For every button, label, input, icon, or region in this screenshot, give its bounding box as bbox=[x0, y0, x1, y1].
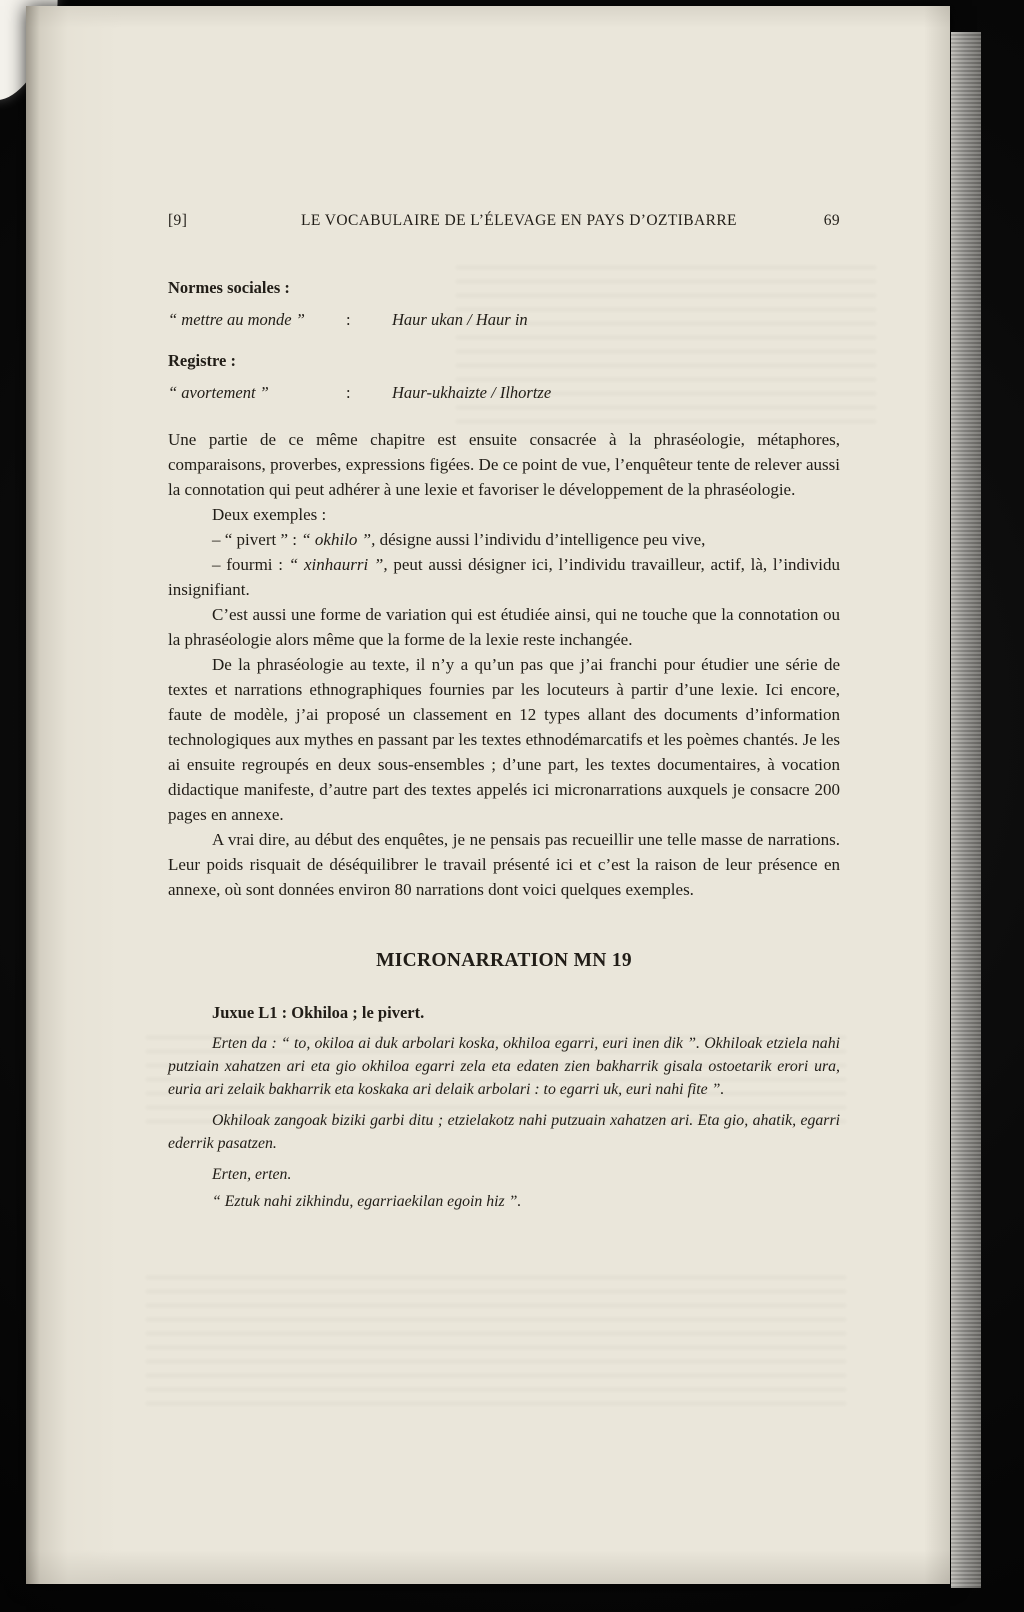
paragraph-phraseologie: De la phraséologie au texte, il n’y a qu’un pas que j’ai franchi pour étudier une série de textes et narrations ethnographiques fournies par les locuteurs à partir d’une lexie. Ici encore, faute de modèle, j’ai proposé un classement en 12 types allant des documents d’information technologiques aux mythes en passant par les textes ethnodémarcatifs et les poèmes chantés. Je les ai ensuite regroupés en deux sous-ensembles ; d’une part, les textes documentaires, à vocation didactique manifeste, d’autre part des textes appelés ici micronarrations auxquels je consacre 200 pages en annexe. bbox=[168, 655, 840, 824]
entry-label-registre: Registre : bbox=[168, 351, 236, 370]
micronarration-paragraph-3: Erten, erten. bbox=[212, 1166, 292, 1183]
entry-colon: : bbox=[346, 310, 351, 329]
book-page-edges bbox=[951, 32, 981, 1588]
book-page bbox=[26, 6, 950, 1584]
entry-label-normes: Normes sociales : bbox=[168, 278, 290, 297]
micronarration-paragraph-2: Okhiloak zangoak biziki garbi ditu ; etzielakotz nahi putzuain xahatzen ari. Eta gio, ahatik, egarri ederrik pasatzen. bbox=[168, 1112, 840, 1152]
basque-term: “ xinhaurri ”, bbox=[288, 555, 388, 574]
basque-term: “ okhilo ”, bbox=[301, 530, 376, 549]
entry-value: Haur-ukhaizte / Ilhortze bbox=[392, 383, 552, 402]
micronarration-paragraph-4: “ Eztuk nahi zikhindu, egarriaekilan egoin hiz ”. bbox=[212, 1193, 522, 1210]
paragraph-variation: C’est aussi une forme de variation qui est étudiée ainsi, qui ne touche que la connotation ou la phraséologie alors même que la forme de la lexie reste inchangée. bbox=[168, 605, 840, 649]
example-prefix: – fourmi : bbox=[212, 555, 289, 574]
entry-term: “ avortement ” bbox=[168, 383, 269, 402]
section-heading-micronarration: MICRONARRATION MN 19 bbox=[376, 950, 632, 971]
paragraph-deux-exemples: Deux exemples : bbox=[212, 505, 327, 524]
running-title: LE VOCABULAIRE DE L’ÉLEVAGE EN PAYS D’OZTIBARRE bbox=[301, 212, 737, 229]
running-header bbox=[168, 208, 840, 233]
example-suffix: peut aussi désigner ici, l’individu travailleur, actif, là, l’individu insignifiant. bbox=[168, 555, 840, 599]
ink-bleedthrough bbox=[146, 1276, 846, 1406]
micronarration-paragraph-1: Erten da : “ to, okiloa ai duk arbolari koska, okhiloa egarri, euri inen dik ”. Okhiloak etziela nahi putziain xahatzen ari eta gio okhiloa egarri zela eta edaten zien bakharrik gisala ostoetarik erori ura, euria ari zelaik bakharrik eta koskaka ari delaik arbolari : to egarri uk, euri nahi fite ”. bbox=[168, 1035, 840, 1098]
entry-value: Haur ukan / Haur in bbox=[392, 310, 528, 329]
example-prefix: – “ pivert ” : bbox=[212, 530, 302, 549]
page-content bbox=[168, 208, 840, 1221]
entry-row-normes bbox=[168, 307, 840, 332]
entry-colon: : bbox=[346, 383, 351, 402]
paragraph-example-pivert bbox=[168, 527, 840, 552]
entry-term: “ mettre au monde ” bbox=[168, 310, 305, 329]
paragraph-a-vrai-dire: A vrai dire, au début des enquêtes, je ne pensais pas recueillir une telle masse de narrations. Leur poids risquait de déséquilibrer le travail présenté ici et c’est la raison de leur présence en annexe, où sont données environ 80 narrations dont voici quelques exemples. bbox=[168, 830, 840, 899]
paragraph-intro: Une partie de ce même chapitre est ensuite consacrée à la phraséologie, métaphores, comparaisons, proverbes, expressions figées. De ce point de vue, l’enquêteur tente de relever aussi la connotation qui peut adhérer à une lexie et favoriser le développement de la phraséologie. bbox=[168, 430, 840, 499]
entry-row-registre bbox=[168, 380, 840, 405]
article-number: [9] bbox=[168, 212, 188, 229]
micronarration-subtitle: Juxue L1 : Okhiloa ; le pivert. bbox=[212, 1003, 425, 1022]
page-number: 69 bbox=[823, 212, 840, 229]
example-suffix: désigne aussi l’individu d’intelligence peu vive, bbox=[375, 530, 706, 549]
paragraph-example-fourmi bbox=[168, 552, 840, 602]
